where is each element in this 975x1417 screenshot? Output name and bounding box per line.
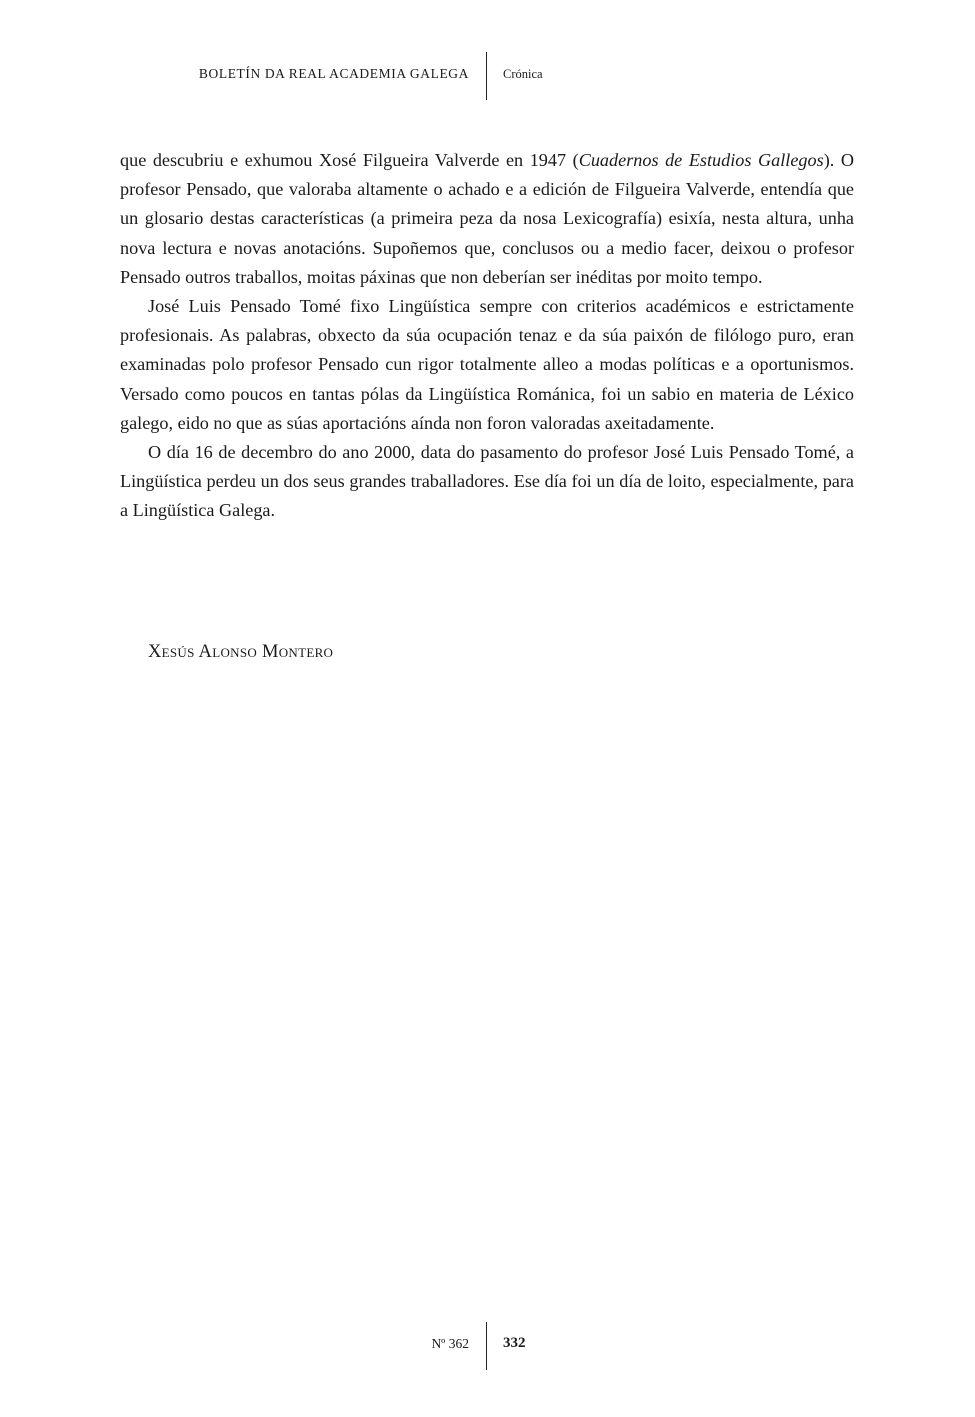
author-signature: Xesús Alonso Montero (148, 642, 334, 662)
running-footer (0, 1322, 975, 1370)
journal-citation: Cuadernos de Estudios Gallegos (578, 150, 824, 170)
page-number: 332 (503, 1335, 526, 1351)
paragraph-2: José Luis Pensado Tomé fixo Lingüística sempre con criterios académicos e estrictamente profesionais. As palabras, obxecto da súa ocupación tenaz e da súa paixón de filólogo puro, eran examinadas polo profesor Pensado cun rigor totalmente alleo a modas políticas e a oportunismos. Versado como poucos en tantas pólas da Lingüística Románica, foi un sabio en materia de Léxico galego, eido no que as súas aportacións aínda non foron valoradas axeitadamente. (120, 296, 854, 433)
issue-number: Nº 362 (431, 1336, 469, 1351)
article-body (120, 146, 854, 526)
running-header (0, 52, 975, 100)
footer-divider (486, 1322, 487, 1370)
header-divider (486, 52, 487, 100)
paragraph-3: O día 16 de decembro do ano 2000, data do pasamento do profesor José Luis Pensado Tomé, a Lingüística perdeu un dos seus grandes traballadores. Ese día foi un día de loito, especialmente, para a Lingüística Galega. (120, 442, 854, 521)
paragraph-1-rest: ). O profesor Pensado, que valoraba altamente o achado e a edición de Filgueira Valverde, entendía que un glosario destas características (a primeira peza da nosa Lexicografía) esixía, nesta altura, unha nova lectura e novas anotacións. Supoñemos que, conclusos ou a medio facer, deixou o profesor Pensado outros traballos, moitas páxinas que non deberían ser inéditas por moito tempo. (120, 150, 854, 287)
section-name: Crónica (503, 67, 543, 81)
paragraph-1 (120, 146, 854, 292)
paragraph-1-start: que descubriu e exhumou Xosé Filgueira Valverde en 1947 ( (120, 150, 579, 170)
journal-title: BOLETÍN DA REAL ACADEMIA GALEGA (198, 66, 469, 81)
